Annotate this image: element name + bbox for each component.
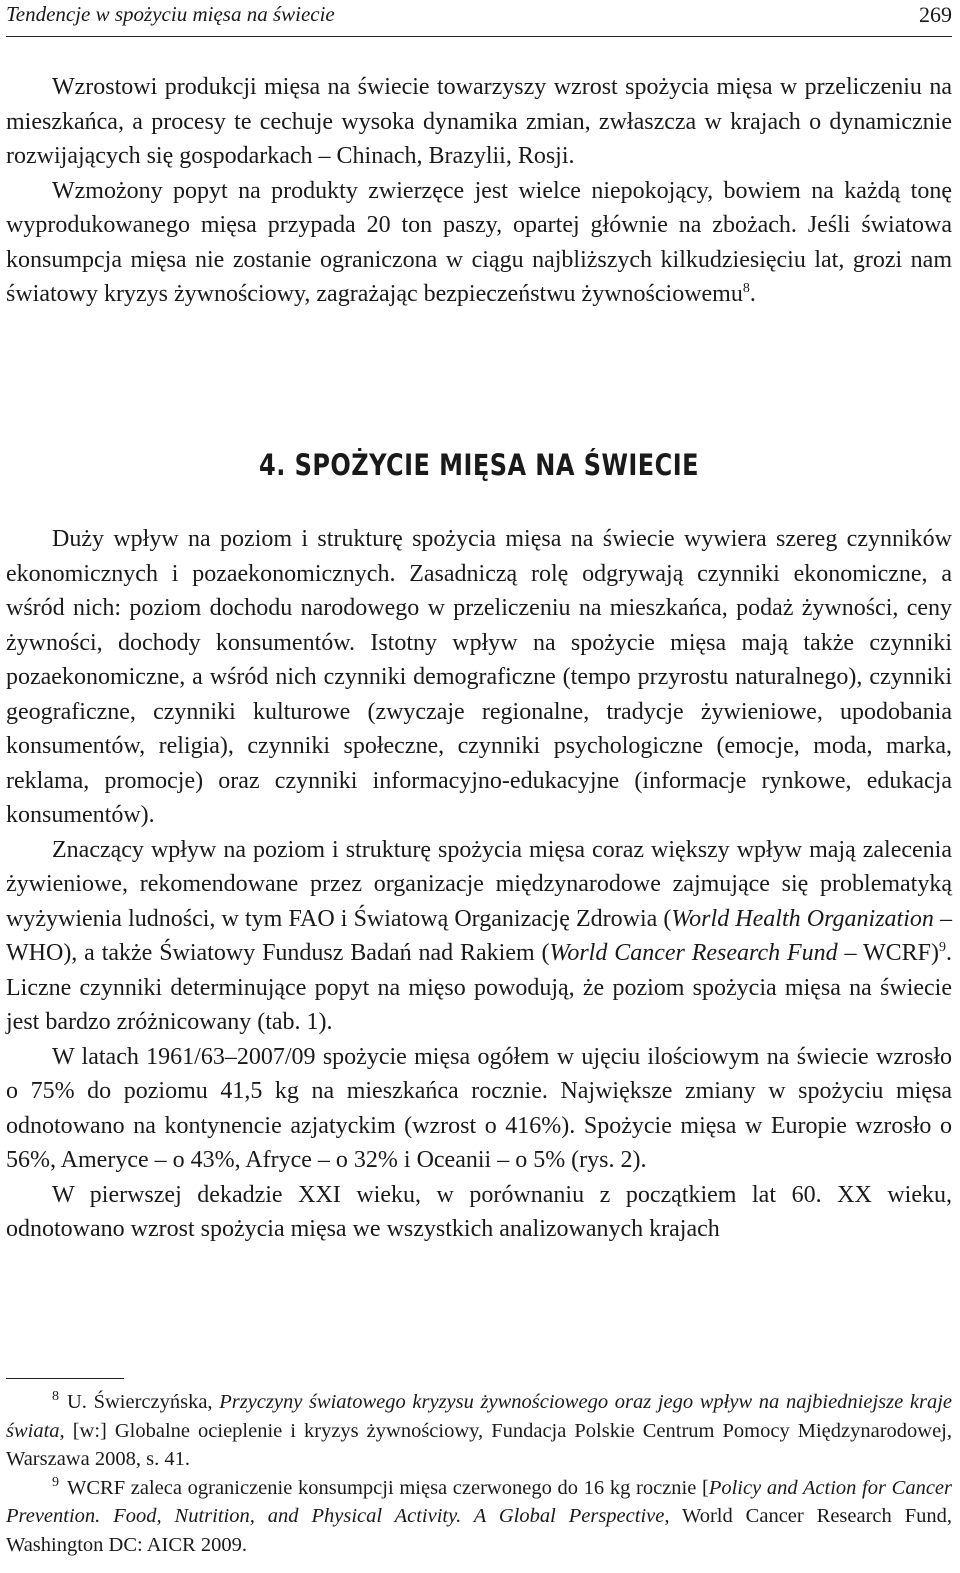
paragraph: W latach 1961/63–2007/09 spożycie mięsa ogółem w ujęciu ilościowym na świecie wzrosło o 75% do poziomu 41,5 kg na mieszkańca rocznie. Największe zmiany w spożyciu mięsa odnotowano na kontynencie azjatyckim (wzrost o 416%). Spożycie mięsa w Europie wzrosło o 56%, Ameryce – o 43%, Afryce – o 32% i Oceanii – o 5% (rys. 2).: [6, 1043, 952, 1173]
footnote-ref: 9: [939, 940, 946, 955]
footnotes: [6, 1388, 952, 1559]
running-header: [6, 0, 952, 37]
running-title: Tendencje w spożyciu mięsa na świecie: [6, 2, 335, 26]
paragraph: Duży wpływ na poziom i strukturę spożycia mięsa na świecie wywiera szereg czynników ekonomicznych i pozaekonomicznych. Zasadniczą rolę odgrywają czynniki ekonomiczne, a wśród nich: poziom dochodu narodowego w przeliczeniu na mieszkańca, podaż żywności, ceny żywności, dochody konsumentów. Istotny wpływ na spożycie mięsa mają także czynniki pozaekonomiczne, a wśród nich czynniki demograficzne (tempo przyrostu naturalnego), czynniki geograficzne, czynniki kulturowe (zwyczaje regionalne, tradycje żywieniowe, upodobania konsumentów, religia), czynniki społeczne, czynniki psychologiczne (emocje, moda, marka, reklama, promocje) oraz czynniki informacyjno-edukacyjne (informacje rynkowe, edukacja konsumentów).: [6, 526, 952, 828]
paragraph: W pierwszej dekadzie XXI wieku, w porównaniu z początkiem lat 60. XX wieku, odnotowano wzrost spożycia mięsa we wszystkich analizowanych krajach: [6, 1181, 952, 1242]
paragraph: Wzmożony popyt na produkty zwierzęce jest wielce niepokojący, bowiem na każdą tonę wyprodukowanego mięsa przypada 20 ton paszy, opartej głównie na zbożach. Jeśli światowa konsumpcja mięsa nie zostanie ograniczona w ciągu najbliższych kilkudziesięciu lat, grozi nam światowy kryzys żywnościowy, zagrażając bezpieczeństwu żywnościowemu$^8$.: [6, 177, 952, 307]
footnote-divider: [6, 1378, 124, 1379]
paragraph: Wzrostowi produkcji mięsa na świecie towarzyszy wzrost spożycia mięsa w przeliczeniu na mieszkańca, a procesy te cechuje wysoka dynamika zmian, zwłaszcza w krajach o dynamicznie rozwijających się gospodarkach – Chinach, Brazylii, Rosji.: [6, 74, 952, 169]
footnote: $^9$ WCRF zaleca ograniczenie konsumpcji mięsa czerwonego do 16 kg rocznie [Policy and Action for Cancer Prevention. Food, Nutrition, and Physical Activity. A Global Perspective, World Cancer Research Fund, Washington DC: AICR 2009.: [6, 1474, 952, 1556]
section-heading: 4. SPOŻYCIE MIĘSA NA ŚWIECIE: [259, 448, 699, 482]
footnote-ref: 8: [742, 281, 750, 296]
page-number: 269: [919, 2, 952, 27]
paragraph: Znaczący wpływ na poziom i strukturę spożycia mięsa coraz większy wpływ mają zalecenia żywieniowe, rekomendowane przez organizacje międzynarodowe zajmujące się problematyką wyżywienia ludności, w tym FAO i Światową Organizację Zdrowia (World Health Organization – WHO), a także Światowy Fundusz Badań nad Rakiem (World Cancer Research Fund – WCRF)$^9$. Liczne czynniki determinujące popyt na mięso powodują, że poziom spożycia mięsa na świecie jest bardzo zróżnicowany (tab. 1).: [6, 836, 952, 1035]
footnote: $^8$ U. Świerczyńska, Przyczyny światowego kryzysu żywnościowego oraz jego wpływ na najbiedniejsze kraje świata, [w:] Globalne ocieplenie i kryzys żywnościowy, Fundacja Polskie Centrum Pomocy Międzynarodowej, Warszawa 2008, s. 41.: [6, 1389, 952, 1470]
intro-text: [6, 70, 952, 312]
section-text: [6, 522, 952, 1247]
footnote-number: 9: [52, 1474, 59, 1490]
footnote-number: 8: [52, 1389, 59, 1405]
